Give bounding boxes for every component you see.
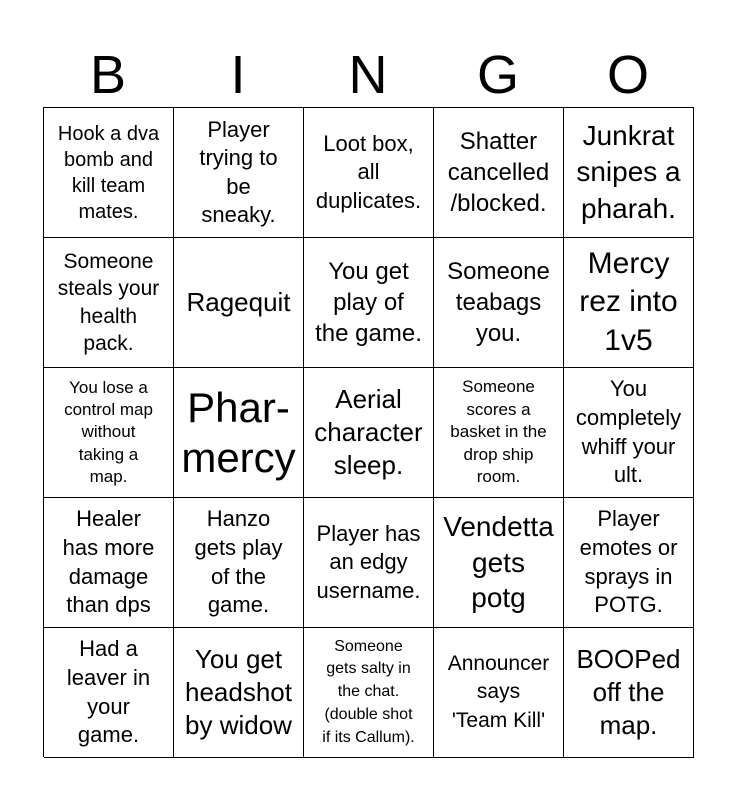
bingo-board	[43, 107, 694, 757]
bingo-cell[interactable]	[44, 238, 174, 368]
bingo-cell[interactable]	[304, 368, 434, 498]
header-letter-o: O	[606, 45, 649, 105]
bingo-cell[interactable]	[174, 108, 304, 238]
bingo-cell-text: Announcer says 'Team Kill'	[447, 651, 550, 732]
bingo-cell-text: Ragequit	[186, 286, 291, 317]
bingo-cell-text: BOOPed off the map.	[576, 643, 681, 740]
bingo-cell[interactable]	[304, 238, 434, 368]
bingo-cell-text: Player has an edgy username.	[316, 520, 421, 603]
header-letter-i: I	[230, 45, 246, 105]
bingo-cell-text: Someone teabags you.	[447, 257, 550, 348]
bingo-cell-text: Hook a dva bomb and kill team mates.	[57, 122, 160, 223]
bingo-cell[interactable]	[564, 108, 694, 238]
bingo-cell[interactable]	[174, 628, 304, 758]
bingo-cell[interactable]	[304, 498, 434, 628]
bingo-cell-text: Junkrat snipes a pharah.	[576, 119, 681, 224]
bingo-cell-text: Someone steals your health pack.	[57, 249, 160, 355]
bingo-cell[interactable]	[434, 238, 564, 368]
bingo-cell-text: Loot box, all duplicates.	[315, 131, 422, 213]
header-letter-b: B	[89, 45, 127, 105]
header-letter-g: G	[476, 45, 519, 105]
bingo-cell[interactable]	[434, 498, 564, 628]
bingo-cell-text: You lose a control map without taking a map.	[64, 378, 153, 486]
bingo-cell[interactable]	[44, 108, 174, 238]
bingo-cell[interactable]	[564, 628, 694, 758]
bingo-cell-text: Healer has more damage than dps	[62, 506, 155, 618]
bingo-cell-text: Player emotes or sprays in POTG.	[579, 506, 678, 618]
bingo-header	[43, 44, 693, 106]
bingo-cell-text: Player trying to be sneaky.	[199, 117, 278, 227]
bingo-cell-text: Shatter cancelled /blocked.	[447, 127, 550, 218]
bingo-cell-text: Aerial character sleep.	[314, 383, 423, 480]
bingo-cell[interactable]	[174, 498, 304, 628]
bingo-cell-text: You completely whiff your ult.	[575, 376, 682, 488]
bingo-cell-text: Someone gets salty in the chat. (double shot if its Callum).	[322, 637, 415, 746]
bingo-cell-text: Had a leaver in your game.	[66, 636, 151, 748]
header-letter-n: N	[348, 45, 388, 105]
bingo-cell[interactable]	[564, 498, 694, 628]
bingo-cell-text: Someone scores a basket in the drop ship room.	[450, 377, 547, 487]
bingo-cell-text: Phar- mercy	[181, 383, 296, 481]
bingo-cell[interactable]	[44, 628, 174, 758]
bingo-cell[interactable]	[434, 628, 564, 758]
bingo-cell[interactable]	[564, 238, 694, 368]
bingo-cell[interactable]	[174, 238, 304, 368]
bingo-cell[interactable]	[44, 498, 174, 628]
bingo-cell-text: Vendetta gets potg	[443, 510, 554, 614]
bingo-cell[interactable]	[304, 108, 434, 238]
bingo-cell[interactable]	[564, 368, 694, 498]
bingo-cell[interactable]	[304, 628, 434, 758]
bingo-cell[interactable]	[174, 368, 304, 498]
bingo-cell[interactable]	[44, 368, 174, 498]
bingo-cell-text: You get play of the game.	[315, 257, 422, 348]
bingo-cell-text: Mercy rez into 1v5	[579, 246, 678, 357]
bingo-cell[interactable]	[434, 108, 564, 238]
bingo-cell[interactable]	[434, 368, 564, 498]
bingo-cell-text: Hanzo gets play of the game.	[194, 506, 283, 618]
bingo-cell-text: You get headshot by widow	[185, 643, 292, 740]
